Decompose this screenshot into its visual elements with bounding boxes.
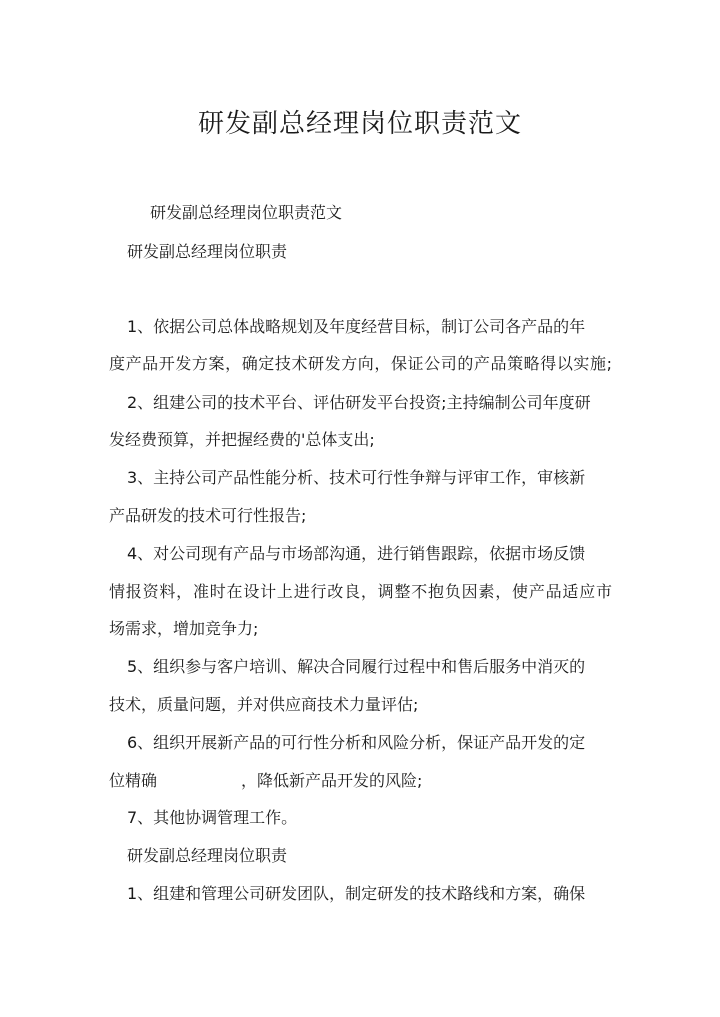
item-3-line-1: 3、主持公司产品性能分析、技术可行性争辩与评审工作，审核新 <box>127 468 586 487</box>
item-4-line-2: 情报资料，准时在设计上进行改良，调整不抱负因素，使产品适应市 <box>109 582 612 601</box>
item-2-line-2: 发经费预算，并把握经费的'总体支出; <box>109 430 375 449</box>
item-5-line-1: 5、组织参与客户培训、解决合同履行过程中和售后服务中消灭的 <box>127 657 586 676</box>
item-5-line-2: 技术，质量问题，并对供应商技术力量评估; <box>109 695 419 714</box>
item-6-line-1: 6、组织开展新产品的可行性分析和风险分析，保证产品开发的定 <box>127 733 586 752</box>
item-1-line-2: 度产品开发方案，确定技术研发方向，保证公司的产品策略得以实施; <box>109 354 612 373</box>
item-7-line-1: 7、其他协调管理工作。 <box>127 808 298 827</box>
subtitle-line: 研发副总经理岗位职责范文 <box>150 203 343 222</box>
item-6-line-2-part-a: 位精确 <box>109 771 158 790</box>
item-4-line-3: 场需求，增加竞争力; <box>109 619 259 638</box>
item-2-1-line-1: 1、组建和管理公司研发团队，制定研发的技术路线和方案，确保 <box>127 884 586 903</box>
item-6-line-2 <box>109 770 422 792</box>
item-4-line-1: 4、对公司现有产品与市场部沟通，进行销售跟踪，依据市场反馈 <box>127 544 586 563</box>
section-heading-1: 研发副总经理岗位职责 <box>127 242 288 261</box>
item-1-line-1: 1、依据公司总体战略规划及年度经营目标，制订公司各产品的年 <box>127 317 586 336</box>
section-heading-2: 研发副总经理岗位职责 <box>127 846 288 865</box>
item-6-line-2-part-b: ，降低新产品开发的风险; <box>241 771 423 790</box>
document-title: 研发副总经理岗位职责范文 <box>197 109 522 139</box>
item-3-line-2: 产品研发的技术可行性报告; <box>109 506 307 525</box>
item-2-line-1: 2、组建公司的技术平台、评估研发平台投资;主持编制公司年度研 <box>127 393 591 412</box>
